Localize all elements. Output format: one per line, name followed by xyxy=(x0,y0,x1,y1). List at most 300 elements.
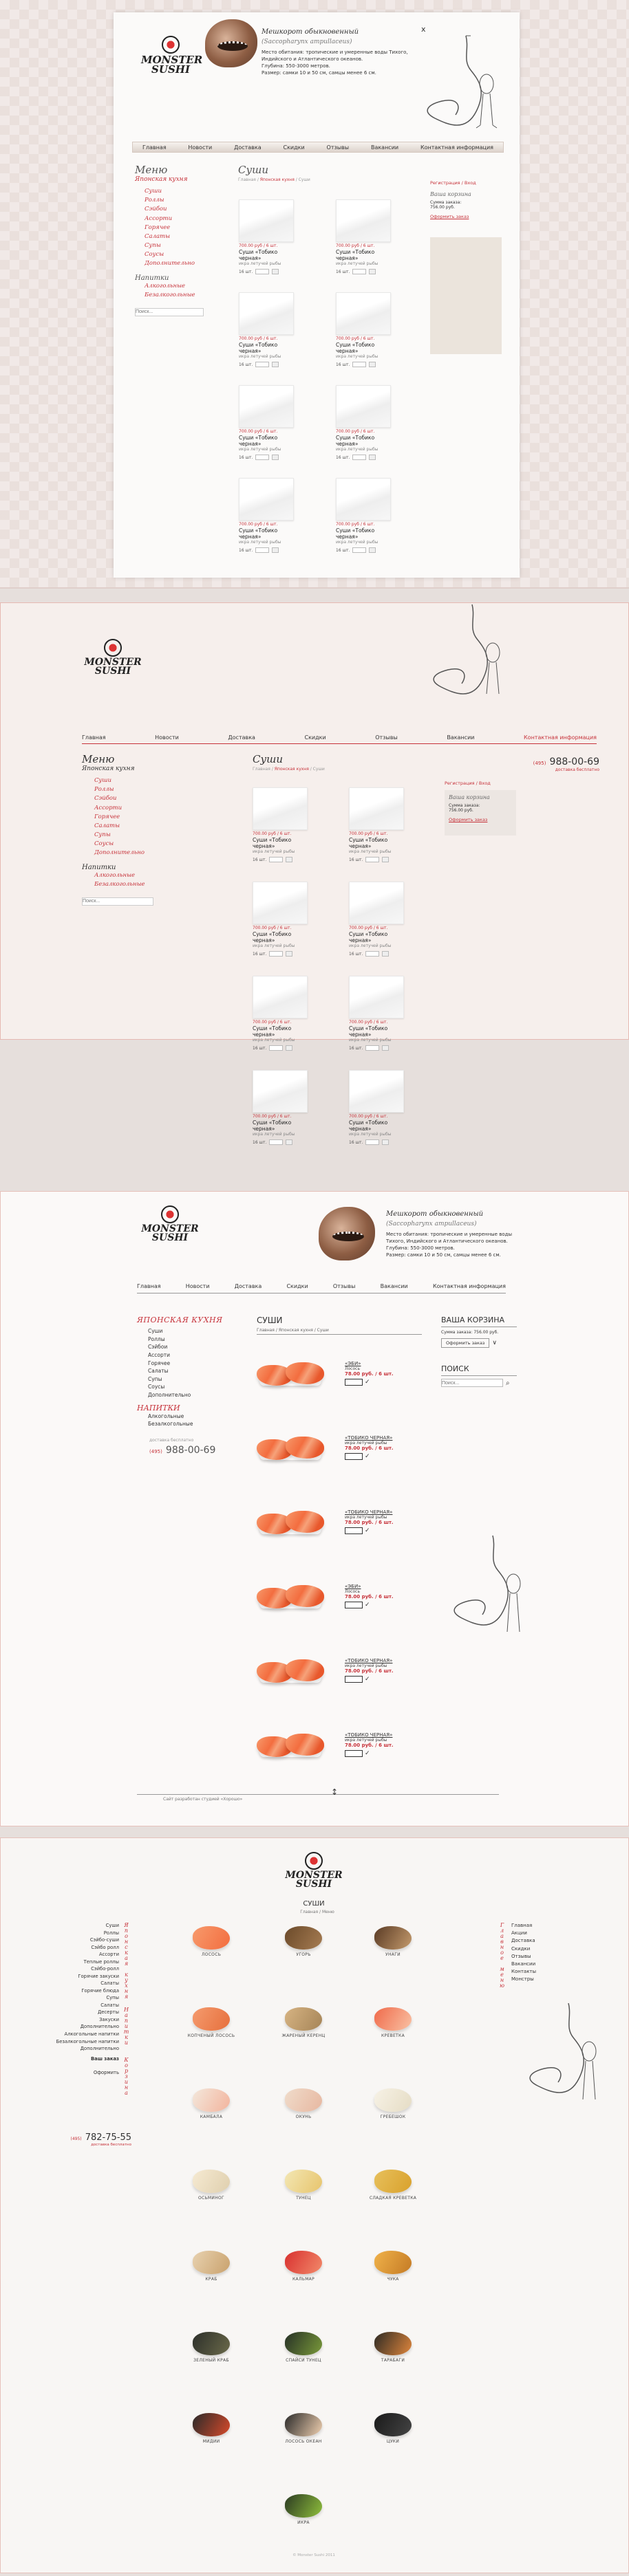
menu-item-soft[interactable]: Безалкогольные xyxy=(94,880,145,888)
sushi-item[interactable] xyxy=(178,1926,244,1957)
logo-line1: MONSTER xyxy=(285,1870,343,1881)
crumb-cuisine[interactable]: Японская кухня xyxy=(274,767,309,772)
quantity-stepper xyxy=(349,857,409,862)
sushi-item[interactable] xyxy=(178,2007,244,2038)
chevron-down-icon[interactable]: ∨ xyxy=(492,1340,497,1346)
login-link[interactable]: Вход xyxy=(478,781,491,786)
product-name[interactable]: «ТОБИКО ЧЕРНАЯ» xyxy=(345,1509,393,1515)
logo[interactable] xyxy=(82,639,144,677)
product-name[interactable]: Суши «Тобико черная» xyxy=(349,931,388,943)
quantity-input[interactable] xyxy=(352,362,366,367)
crumb-home[interactable]: Главная xyxy=(238,177,256,182)
product-name[interactable]: Суши «Тобико черная» xyxy=(239,527,278,540)
nav-delivery[interactable]: Доставка xyxy=(234,1282,262,1289)
nav-reviews[interactable]: Отзывы xyxy=(375,734,398,741)
register-link[interactable]: Регистрация xyxy=(445,781,475,786)
search-input[interactable] xyxy=(441,1379,503,1387)
sushi-image[interactable] xyxy=(374,2088,412,2112)
menu-item-sushi[interactable]: Суши xyxy=(145,188,162,195)
add-to-cart-button[interactable] xyxy=(369,455,376,460)
product-name[interactable]: «ТОБИКО ЧЕРНАЯ» xyxy=(345,1435,393,1441)
product-name[interactable]: Суши «Тобико черная» xyxy=(349,1120,388,1132)
logo[interactable] xyxy=(279,1852,348,1890)
product-image[interactable] xyxy=(349,976,404,1018)
product-qty: 16 шт. xyxy=(349,951,363,957)
main-nav xyxy=(132,142,504,153)
search-input[interactable] xyxy=(135,308,204,316)
product-image[interactable] xyxy=(336,199,391,242)
quantity-input[interactable] xyxy=(255,455,269,460)
menu-item-assorti[interactable]: Ассорти xyxy=(148,1351,170,1358)
menu-item[interactable]: Ассорти xyxy=(99,1952,119,1958)
product-name[interactable]: Суши «Тобико черная» xyxy=(336,342,375,354)
product-name[interactable]: Суши «Тобико черная» xyxy=(336,249,375,261)
product-desc: икра летучей рыбы xyxy=(239,447,281,452)
add-to-cart-icon[interactable]: ✓ xyxy=(365,1527,370,1534)
menu-item-sauces[interactable]: Соусы xyxy=(145,251,164,259)
crumb-cuisine[interactable]: Японская кухня xyxy=(278,1328,313,1333)
add-to-cart-button[interactable] xyxy=(272,362,279,367)
quantity-input[interactable] xyxy=(345,1453,363,1460)
menu-item-soft[interactable]: Безалкогольные xyxy=(145,291,195,298)
scroll-top-icon[interactable]: ↕ xyxy=(331,1787,339,1797)
sushi-item[interactable] xyxy=(270,2251,337,2282)
product-name[interactable]: Суши «Тобико черная» xyxy=(349,837,388,849)
product-name[interactable]: «ТОБИКО ЧЕРНАЯ» xyxy=(345,1658,393,1663)
sushi-item[interactable] xyxy=(360,2007,426,2038)
add-to-cart-button[interactable] xyxy=(369,269,376,274)
product-price: 700.00 руб / 6 шт. xyxy=(349,926,388,930)
quantity-input[interactable] xyxy=(255,269,269,274)
phone-number[interactable]: 988-00-69 xyxy=(549,756,599,767)
register-link[interactable]: Регистрация xyxy=(430,180,460,186)
quantity-input[interactable] xyxy=(255,547,269,553)
sushi-item[interactable] xyxy=(360,2332,426,2363)
product-name[interactable]: Суши «Тобико черная» xyxy=(253,837,292,849)
nav-vacancies[interactable]: Вакансии xyxy=(447,734,475,741)
product-image[interactable] xyxy=(239,292,294,335)
product-name[interactable]: Суши «Тобико черная» xyxy=(253,1120,292,1132)
sushi-item[interactable] xyxy=(270,2332,337,2363)
nav-discounts[interactable]: Скидки xyxy=(286,1282,308,1289)
drinks-list xyxy=(82,871,171,889)
sushi-item[interactable] xyxy=(270,2413,337,2444)
quantity-input[interactable] xyxy=(365,951,379,957)
menu-item-salads[interactable]: Салаты xyxy=(145,232,171,240)
add-to-cart-button[interactable] xyxy=(272,547,279,553)
sushi-image[interactable] xyxy=(193,2413,230,2436)
menu-item[interactable]: Сэйбо ролл xyxy=(91,1944,119,1950)
add-to-cart-button[interactable] xyxy=(382,951,389,957)
menu-item-seiboi[interactable]: Сэйбои xyxy=(94,795,117,803)
sushi-item[interactable] xyxy=(360,2251,426,2282)
sushi-image[interactable] xyxy=(374,2251,412,2274)
checkout-button[interactable]: Оформить заказ xyxy=(430,214,469,219)
add-to-cart-icon[interactable]: ✓ xyxy=(365,1453,370,1460)
sushi-image[interactable] xyxy=(193,2170,230,2193)
quantity-stepper xyxy=(253,857,313,862)
right-menu-monsters[interactable]: Монстры xyxy=(511,1976,534,1983)
checkout-button[interactable]: Оформить заказ xyxy=(441,1338,489,1348)
nav-reviews[interactable]: Отзывы xyxy=(332,1282,356,1289)
right-menu-delivery[interactable]: Доставка xyxy=(511,1938,535,1944)
crumb-home[interactable]: Главная xyxy=(257,1328,275,1333)
sushi-image[interactable] xyxy=(257,1508,324,1537)
nav-home[interactable]: Главная xyxy=(137,1282,161,1289)
menu-item-hot[interactable]: Горячее xyxy=(148,1360,171,1366)
crumb-menu[interactable]: Меню xyxy=(321,1910,334,1914)
sushi-image[interactable] xyxy=(193,2332,230,2355)
logo[interactable] xyxy=(141,36,203,76)
menu-item-seiboi[interactable]: Сэйбои xyxy=(148,1344,168,1351)
sushi-item[interactable] xyxy=(270,2494,337,2525)
sushi-image[interactable] xyxy=(257,1434,324,1463)
sushi-image[interactable] xyxy=(285,2251,322,2274)
sushi-image[interactable] xyxy=(257,1731,324,1760)
product-image[interactable] xyxy=(349,787,404,830)
menu-item[interactable]: Сэйбо-суши xyxy=(89,1937,119,1943)
fish-size: Размер: самки 10 и 50 см, самцы менее 6 см. xyxy=(386,1252,501,1258)
sushi-item[interactable] xyxy=(270,2170,337,2201)
quantity-input[interactable] xyxy=(365,1045,379,1051)
nav-discounts[interactable]: Скидки xyxy=(304,734,326,741)
quantity-input[interactable] xyxy=(255,362,269,367)
product-price: 78.00 руб. / 6 шт. xyxy=(345,1594,394,1600)
product-card[interactable] xyxy=(336,199,396,274)
menu-item-salads[interactable]: Салаты xyxy=(94,822,120,829)
sushi-item[interactable] xyxy=(178,2088,244,2119)
quantity-input[interactable] xyxy=(365,857,379,862)
product-card[interactable] xyxy=(253,976,313,1051)
add-to-cart-icon[interactable]: ✓ xyxy=(365,1676,370,1683)
product-price: 78.00 руб. / 6 шт. xyxy=(345,1371,394,1377)
menu-item-rolls[interactable]: Роллы xyxy=(148,1335,165,1342)
sushi-item[interactable] xyxy=(270,2007,337,2038)
product-card[interactable] xyxy=(239,385,299,460)
product-image[interactable] xyxy=(239,385,294,428)
fish-habitat: Место обитания: тропические и умеренные воды Тихого, Индийского и Атлантического океанов. xyxy=(386,1231,512,1244)
add-to-cart-button[interactable] xyxy=(369,547,376,553)
nav-news[interactable]: Новости xyxy=(188,144,213,151)
menu-item-seiboi[interactable]: Сэйбои xyxy=(145,206,167,213)
nav-home[interactable]: Главная xyxy=(142,144,167,151)
menu-item[interactable]: Горячие блюда xyxy=(81,1987,119,1994)
menu-item-extra[interactable]: Дополнительно xyxy=(148,1392,191,1398)
quantity-input[interactable] xyxy=(345,1602,363,1608)
nav-news[interactable]: Новости xyxy=(185,1282,210,1289)
sushi-image[interactable] xyxy=(193,2251,230,2274)
phone-number[interactable]: 782-75-55 xyxy=(85,2132,131,2143)
product-card[interactable] xyxy=(349,1070,409,1145)
menu-list xyxy=(137,1327,226,1399)
nav-news[interactable]: Новости xyxy=(155,734,179,741)
fish-depth: Глубина: 550-3000 метров. xyxy=(262,63,330,69)
sushi-image[interactable] xyxy=(374,2332,412,2355)
sushi-item[interactable] xyxy=(360,2088,426,2119)
nav-vacancies[interactable]: Вакансии xyxy=(370,144,399,151)
menu-item-salads[interactable]: Салаты xyxy=(148,1368,169,1375)
quantity-stepper xyxy=(253,1045,313,1051)
product-name[interactable]: «ЭБИ» xyxy=(345,1584,361,1589)
menu-item-extra[interactable]: Дополнительно xyxy=(145,260,195,268)
sushi-image[interactable] xyxy=(285,2088,322,2112)
add-to-cart-button[interactable] xyxy=(286,857,292,862)
product-card[interactable] xyxy=(336,292,396,367)
product-card[interactable] xyxy=(253,1070,313,1145)
product-card[interactable] xyxy=(336,478,396,553)
quantity-input[interactable] xyxy=(365,1139,379,1145)
nav-delivery[interactable]: Доставка xyxy=(234,144,262,151)
quantity-input[interactable] xyxy=(352,547,366,553)
product-image[interactable] xyxy=(239,199,294,242)
menu-item[interactable]: Безалкогольные напитки xyxy=(56,2038,119,2044)
menu-item-sauces[interactable]: Соусы xyxy=(148,1384,165,1390)
add-to-cart-icon[interactable]: ✓ xyxy=(365,1379,370,1386)
product-card[interactable] xyxy=(349,882,409,957)
menu-item-assorti[interactable]: Ассорти xyxy=(145,215,173,222)
nav-contacts[interactable]: Контактная информация xyxy=(420,144,493,151)
quantity-input[interactable] xyxy=(269,951,283,957)
product-image[interactable] xyxy=(336,292,391,335)
quantity-input[interactable] xyxy=(345,1676,363,1683)
sushi-image[interactable] xyxy=(285,2494,322,2518)
nav-reviews[interactable]: Отзывы xyxy=(326,144,350,151)
cart-sum: 756.00 руб. xyxy=(449,808,473,813)
sushi-item[interactable] xyxy=(360,2170,426,2201)
product-name[interactable]: Суши «Тобико черная» xyxy=(239,249,278,261)
menu-item[interactable]: Горячие закуски xyxy=(78,1973,119,1979)
product-desc: икра летучей рыбы xyxy=(349,1038,392,1043)
add-to-cart-icon[interactable]: ✓ xyxy=(365,1750,370,1757)
search-icon[interactable]: ⌕ xyxy=(506,1379,510,1387)
sushi-image[interactable] xyxy=(285,2007,322,2031)
sushi-image[interactable] xyxy=(193,1926,230,1950)
footer-text: Сайт разработан студией «Хорошо» xyxy=(163,1797,243,1802)
menu-item-extra[interactable]: Дополнительно xyxy=(94,849,145,857)
cart-sum-label: Сумма заказа: xyxy=(430,200,462,205)
banner xyxy=(430,237,502,354)
menu-item-alcohol[interactable]: Алкогольные xyxy=(145,282,186,290)
menu-item[interactable]: Сэйбо-ролл xyxy=(91,1966,119,1972)
menu-item[interactable]: Салаты xyxy=(100,2002,119,2008)
menu-item-hot[interactable]: Горячее xyxy=(145,223,171,231)
product-card[interactable] xyxy=(253,787,313,862)
menu-item[interactable]: Дополнительно xyxy=(80,2046,119,2052)
fish-info xyxy=(386,1210,517,1258)
right-menu-contacts[interactable]: Контакты xyxy=(511,1969,537,1975)
product-price: 700.00 руб / 6 шт. xyxy=(239,336,278,341)
product-card[interactable] xyxy=(253,882,313,957)
menu-item[interactable]: Теплые роллы xyxy=(83,1958,119,1965)
add-to-cart-button[interactable] xyxy=(272,455,279,460)
sushi-item[interactable] xyxy=(178,2251,244,2282)
right-menu-reviews[interactable]: Отзывы xyxy=(511,1953,531,1959)
product-card[interactable] xyxy=(349,976,409,1051)
sushi-item[interactable] xyxy=(270,1926,337,1957)
sushi-item[interactable] xyxy=(360,1926,426,1957)
product-card[interactable] xyxy=(239,478,299,553)
menu-item-soft[interactable]: Безалкогольные xyxy=(148,1421,193,1428)
add-to-cart-button[interactable] xyxy=(382,1139,389,1145)
nav-home[interactable]: Главная xyxy=(82,734,106,741)
sushi-image[interactable] xyxy=(257,1582,324,1611)
quantity-input[interactable] xyxy=(345,1750,363,1757)
right-menu-discounts[interactable]: Скидки xyxy=(511,1945,531,1952)
right-menu-promo[interactable]: Акции xyxy=(511,1930,527,1936)
nav-vacancies[interactable]: Вакансии xyxy=(380,1282,408,1289)
quantity-input[interactable] xyxy=(352,455,366,460)
right-menu-vacancies[interactable]: Вакансии xyxy=(511,1961,536,1967)
sushi-image[interactable] xyxy=(374,2007,412,2031)
add-to-cart-icon[interactable]: ✓ xyxy=(365,1602,370,1608)
menu-item[interactable]: Супы xyxy=(106,1995,119,2001)
menu-item[interactable]: Дополнительно xyxy=(80,2024,119,2030)
crumb-home[interactable]: Главная xyxy=(253,767,270,772)
fish-subtitle: (Saccopharynx ampullaceus) xyxy=(262,38,352,45)
menu-item[interactable]: Алкогольные напитки xyxy=(64,2031,119,2037)
product-image[interactable] xyxy=(253,976,308,1018)
product-desc: икра летучей рыбы xyxy=(253,1038,295,1043)
search-input[interactable] xyxy=(82,897,153,906)
product-name[interactable]: Суши «Тобико черная» xyxy=(239,435,278,447)
sushi-image[interactable] xyxy=(285,2170,322,2193)
menu-item-rolls[interactable]: Роллы xyxy=(94,786,114,794)
sushi-image[interactable] xyxy=(285,2332,322,2355)
sushi-image[interactable] xyxy=(193,2088,230,2112)
quantity-input[interactable] xyxy=(345,1527,363,1534)
menu-item-rolls[interactable]: Роллы xyxy=(145,197,164,204)
quantity-stepper xyxy=(349,1139,409,1145)
sushi-image[interactable] xyxy=(257,1360,324,1388)
sushi-image[interactable] xyxy=(374,1926,412,1950)
product-name[interactable]: Суши «Тобико черная» xyxy=(239,342,278,354)
menu-item-assorti[interactable]: Ассорти xyxy=(94,804,122,811)
menu-item[interactable]: Закуски xyxy=(99,2016,119,2022)
product-name[interactable]: Суши «Тобико черная» xyxy=(253,931,292,943)
right-menu-home[interactable]: Главная xyxy=(511,1923,533,1928)
footer-line xyxy=(137,1794,499,1795)
add-to-cart-button[interactable] xyxy=(272,269,279,274)
crumb-current: Суши xyxy=(317,1328,329,1333)
product-image[interactable] xyxy=(349,1070,404,1113)
main-content xyxy=(257,1316,422,1335)
product-card[interactable] xyxy=(239,292,299,367)
login-link[interactable]: Вход xyxy=(464,180,476,186)
quantity-input[interactable] xyxy=(345,1379,363,1386)
add-to-cart-button[interactable] xyxy=(382,1045,389,1051)
add-to-cart-button[interactable] xyxy=(286,1045,292,1051)
sushi-item[interactable] xyxy=(360,2413,426,2444)
quantity-input[interactable] xyxy=(269,1139,283,1145)
menu-item[interactable]: Салаты xyxy=(100,1980,119,1987)
menu-item-alcohol[interactable]: Алкогольные xyxy=(148,1412,184,1419)
sushi-image[interactable] xyxy=(374,2413,412,2436)
add-to-cart-button[interactable] xyxy=(286,1139,292,1145)
product-desc: икра летучей рыбы xyxy=(349,849,392,854)
product-image[interactable] xyxy=(253,787,308,830)
phone-number[interactable]: 988-00-69 xyxy=(165,1444,216,1456)
close-icon[interactable]: x xyxy=(421,25,426,34)
menu-item-soups[interactable]: Супы xyxy=(148,1375,162,1382)
menu-item-sushi[interactable]: Суши xyxy=(148,1328,163,1334)
product-desc: икра летучей рыбы xyxy=(349,943,392,948)
product-image[interactable] xyxy=(239,478,294,521)
product-image[interactable] xyxy=(349,882,404,924)
nav-contacts[interactable]: Контактная информация xyxy=(432,1282,506,1289)
add-to-cart-button[interactable] xyxy=(382,857,389,862)
vertical-label-drinks: Напитки xyxy=(123,2007,129,2045)
product-qty: 16 шт. xyxy=(349,1139,363,1145)
add-to-cart-button[interactable] xyxy=(286,951,292,957)
nav-contacts[interactable]: Контактная информация xyxy=(524,734,597,741)
add-to-cart-button[interactable] xyxy=(369,362,376,367)
menu-item-sushi[interactable]: Суши xyxy=(94,777,111,784)
menu-item-hot[interactable]: Горячее xyxy=(94,813,120,820)
product-name[interactable]: Суши «Тобико черная» xyxy=(253,1025,292,1038)
design-variant-3 xyxy=(0,1191,629,1826)
sushi-item[interactable] xyxy=(270,2088,337,2119)
logo[interactable] xyxy=(137,1205,203,1243)
product-name[interactable]: Суши «Тобико черная» xyxy=(336,435,375,447)
crumb-home[interactable]: Главная xyxy=(300,1910,319,1914)
sushi-image[interactable] xyxy=(193,2007,230,2031)
crumb-cuisine[interactable]: Японская кухня xyxy=(259,177,295,182)
sushi-item[interactable] xyxy=(178,2332,244,2363)
product-image[interactable] xyxy=(253,882,308,924)
vertical-label-main-menu: Главное меню xyxy=(499,1922,505,1988)
product-image[interactable] xyxy=(253,1070,308,1113)
menu-item[interactable]: Десерты xyxy=(97,2009,119,2016)
sushi-image[interactable] xyxy=(374,2170,412,2193)
product-card[interactable] xyxy=(239,199,299,274)
product-card[interactable] xyxy=(336,385,396,460)
nav-delivery[interactable]: Доставка xyxy=(228,734,255,741)
product-name[interactable]: «ЭБИ» xyxy=(345,1361,361,1366)
checkout-link[interactable]: Оформить xyxy=(93,2070,119,2076)
product-image[interactable] xyxy=(336,478,391,521)
product-desc: икра летучей рыбы xyxy=(253,1132,295,1137)
product-image[interactable] xyxy=(336,385,391,428)
quantity-stepper xyxy=(239,362,299,367)
checkout-button[interactable]: Оформить заказ xyxy=(449,817,488,822)
quantity-input[interactable] xyxy=(352,269,366,274)
quantity-input[interactable] xyxy=(269,857,283,862)
menu-item-soups[interactable]: Супы xyxy=(94,831,111,839)
quantity-stepper xyxy=(336,547,396,553)
sushi-item[interactable] xyxy=(178,2413,244,2444)
menu-item[interactable]: Роллы xyxy=(103,1930,119,1936)
product-name[interactable]: Суши «Тобико черная» xyxy=(349,1025,388,1038)
fish-info xyxy=(262,28,413,76)
nav-discounts[interactable]: Скидки xyxy=(283,144,305,151)
left-menu xyxy=(42,1922,119,2077)
menu-item-soups[interactable]: Супы xyxy=(145,242,161,250)
product-desc: икра летучей рыбы xyxy=(336,261,379,266)
menu-item[interactable]: Суши xyxy=(105,1923,119,1928)
menu-item-sauces[interactable]: Соусы xyxy=(94,840,114,848)
quantity-input[interactable] xyxy=(269,1045,283,1051)
sushi-image[interactable] xyxy=(257,1657,324,1685)
sushi-image[interactable] xyxy=(285,1926,322,1950)
product-name[interactable]: «ТОБИКО ЧЕРНАЯ» xyxy=(345,1732,393,1738)
sushi-image[interactable] xyxy=(285,2413,322,2436)
product-desc: икра летучей рыбы xyxy=(336,447,379,452)
sushi-item[interactable] xyxy=(178,2170,244,2201)
product-name[interactable]: Суши «Тобико черная» xyxy=(336,527,375,540)
product-card[interactable] xyxy=(349,787,409,862)
menu-item-alcohol[interactable]: Алкогольные xyxy=(94,871,136,879)
phone-note: доставка бесплатно xyxy=(555,767,599,772)
